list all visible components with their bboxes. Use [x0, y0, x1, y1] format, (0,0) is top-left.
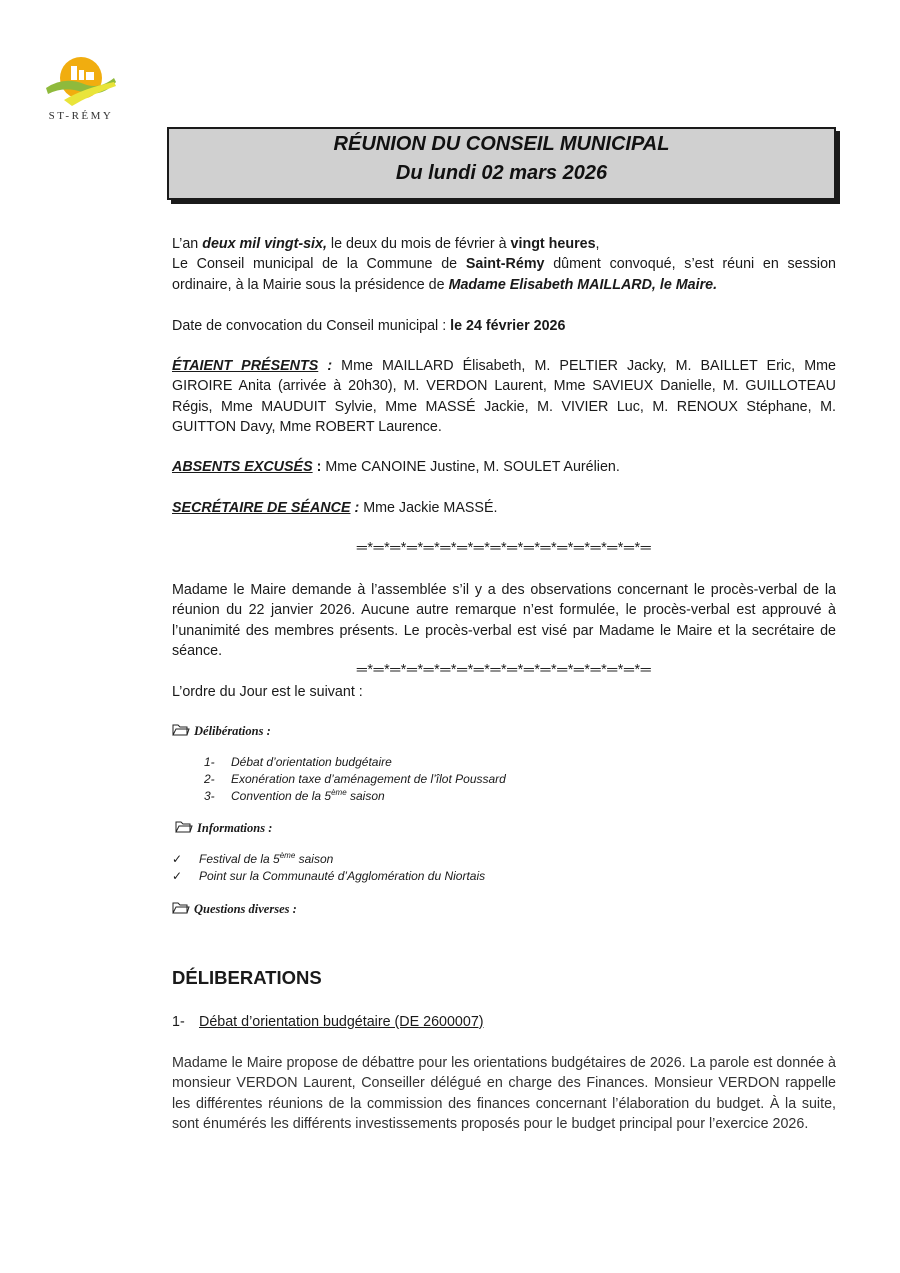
section-title: DÉLIBERATIONS: [172, 967, 322, 988]
folder-icon: [172, 901, 190, 915]
intro-paragraph: L’an deux mil vingt-six, le deux du mois de février à vingt heures, Le Conseil municipal de la Commune de Saint-Rémy dûment convoqué, s’est réuni en session ordinaire, à la Mairie sous la présidence de Madame Elisabeth MAILLARD, le Maire.: [172, 236, 836, 293]
deliberations-list: [204, 754, 506, 805]
page-title: RÉUNION DU CONSEIL MUNICIPAL: [333, 133, 670, 155]
deliberations-heading: Délibérations :: [172, 721, 836, 741]
informations-heading: Informations :: [172, 818, 836, 838]
list-item: 1- Débat d’orientation budgétaire: [204, 755, 392, 769]
absents-paragraph: ABSENTS EXCUSÉS : Mme CANOINE Justine, M. SOULET Aurélien.: [172, 459, 620, 475]
list-item: ✓ Festival de la 5ème saison: [172, 851, 334, 866]
list-item: 2- Exonération taxe d’aménagement de l’îlot Poussard: [204, 772, 506, 786]
logo-text: ST-RÉMY: [48, 110, 114, 122]
convocation-date: Date de convocation du Conseil municipal : le 24 février 2026: [172, 318, 566, 334]
sun-village-icon: [44, 52, 118, 110]
check-icon: ✓: [172, 852, 183, 866]
pv-paragraph: Madame le Maire demande à l’assemblée s’il y a des observations concernant le procès-verbal de la réunion du 22 janvier 2026. Aucune autre remarque n’est formulée, le procès-verbal est approuvé à l’unanimité des membres présents. Le procès-verbal est visé par Madame le Maire et la secrétaire de séance.: [172, 582, 836, 659]
deliberation-paragraph: Madame le Maire propose de débattre pour les orientations budgétaires de 2026. La parole est donnée à monsieur VERDON Laurent, Conseiller délégué en charge des Finances. Monsieur VERDON rappelle les différentes réunions de la commission des finances concernant l’élaboration du budget. À la suite, sont énumérés les différents investissements proposés pour le budget principal pour l’exercice 2026.: [172, 1055, 836, 1132]
separator-line: ═*═*═*═*═*═*═*═*═*═*═*═*═*═*═*═*═*═: [356, 662, 652, 678]
secretaire-label: SECRÉTAIRE DE SÉANCE: [172, 500, 351, 516]
deliberation-subtitle: 1- Débat d’orientation budgétaire (DE 2600007): [172, 1014, 484, 1030]
presents-paragraph: ÉTAIENT PRÉSENTS : Mme MAILLARD Élisabeth, M. PELTIER Jacky, M. BAILLET Eric, Mme GIROIRE Anita (arrivée à 20h30), M. VERDON Laurent, Mme SAVIEUX Danielle, M. GUILLOTEAU Régis, Mme MAUDUIT Sylvie, Mme MASSÉ Jackie, M. VIVIER Luc, M. RENOUX Stéphane, M. GUITTON Davy, Mme ROBERT Laurence.: [172, 358, 836, 435]
informations-list: [172, 851, 485, 885]
st-remy-logo: [44, 52, 118, 126]
meeting-date-title: Du lundi 02 mars 2026: [395, 162, 608, 184]
title-box: [167, 127, 836, 200]
list-item: ✓ Point sur la Communauté d’Agglomération du Niortais: [172, 869, 486, 883]
folder-icon: [175, 820, 193, 834]
ordre-du-jour-intro: L’ordre du Jour est le suivant :: [172, 684, 363, 700]
questions-heading: Questions diverses :: [172, 899, 836, 919]
secretaire-paragraph: SECRÉTAIRE DE SÉANCE : Mme Jackie MASSÉ.: [172, 500, 498, 516]
folder-icon: [172, 723, 190, 737]
presents-label: ÉTAIENT PRÉSENTS: [172, 358, 319, 374]
check-icon: ✓: [172, 869, 183, 883]
absents-label: ABSENTS EXCUSÉS: [172, 459, 313, 475]
separator-line: ═*═*═*═*═*═*═*═*═*═*═*═*═*═*═*═*═*═: [356, 540, 652, 556]
list-item: 3- Convention de la 5ème saison: [204, 788, 385, 803]
